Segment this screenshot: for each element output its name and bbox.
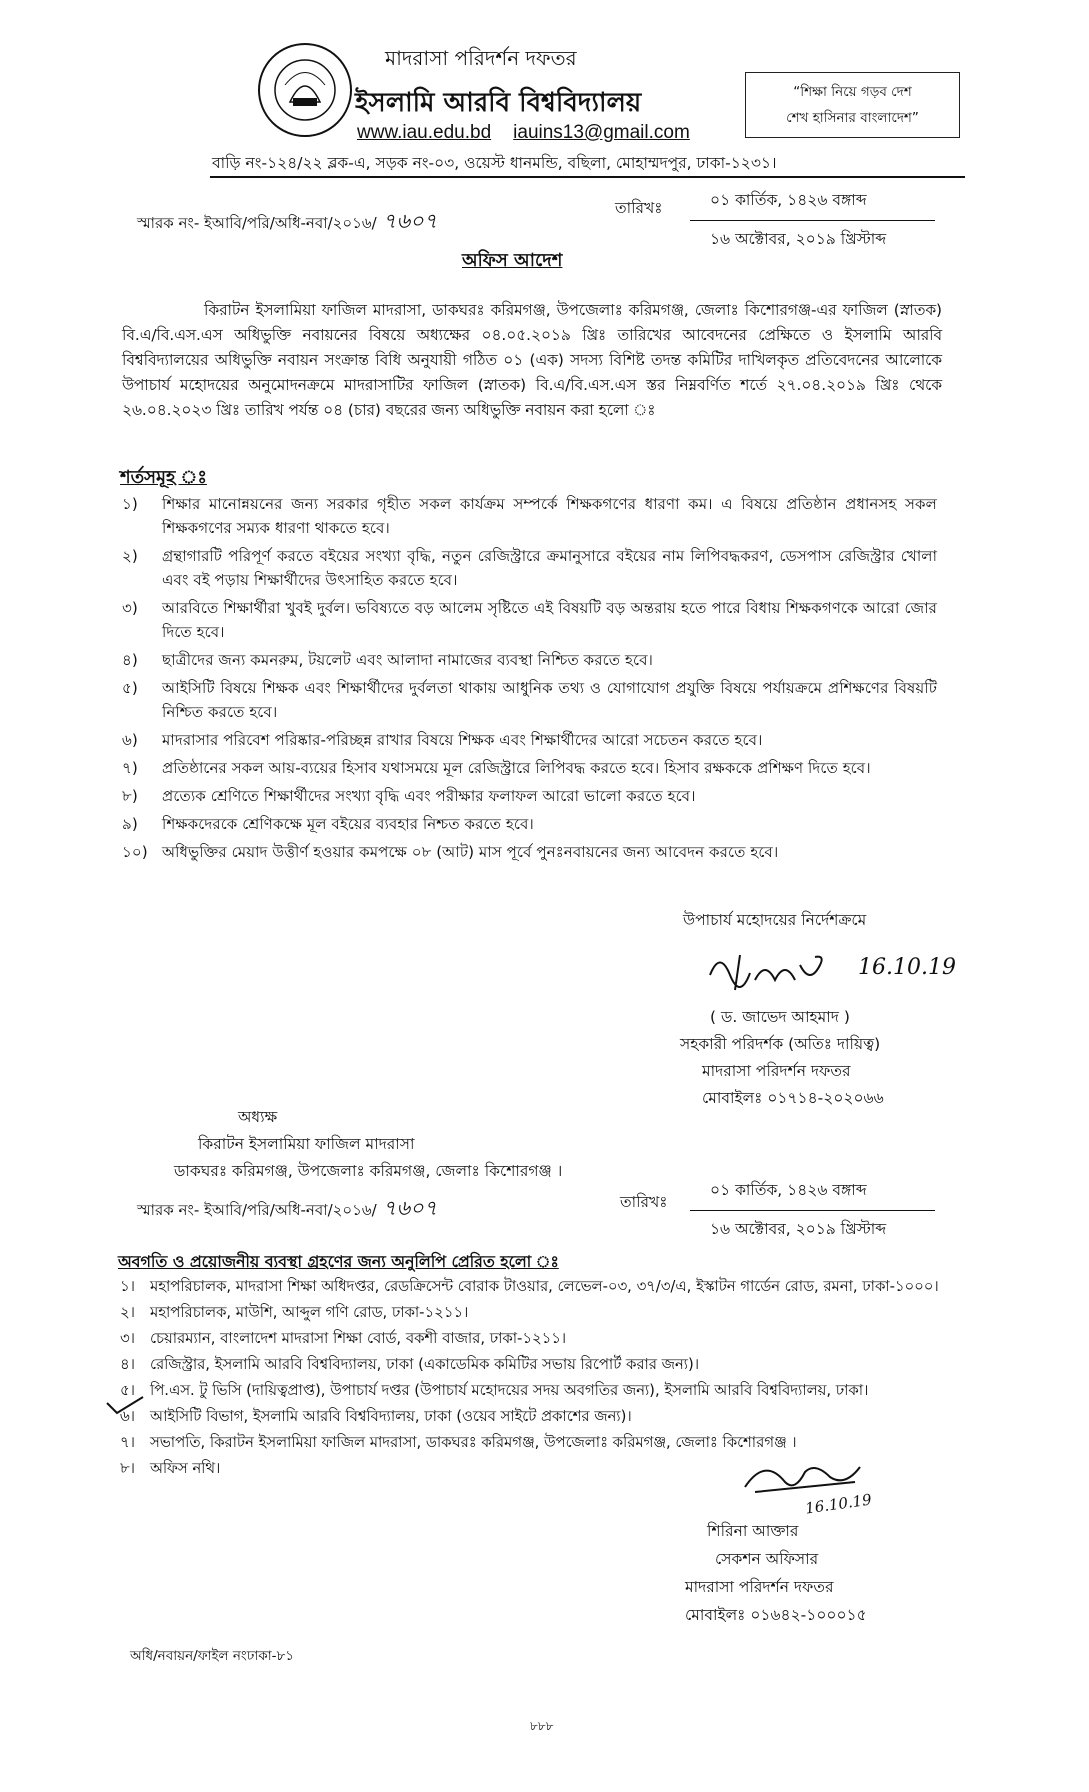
signatory-1-name: ( ড. জাভেদ আহমাদ ): [710, 1008, 850, 1026]
document-title: অফিস আদেশ: [462, 250, 563, 271]
condition-item: ৯) শিক্ষকদেরকে শ্রেণিকক্ষে মূল বইয়ের ব্যবহার নিশ্চত করতে হবে।: [122, 815, 534, 833]
body-paragraph: কিরাটন ইসলামিয়া ফাজিল মাদরাসা, ডাকঘরঃ করিমগঞ্জ, উপজেলাঃ করিমগঞ্জ, জেলাঃ কিশোরগঞ্জ-এর ফাজিল (স্নাতক) বি.এ/বি.এস.এস অধিভুক্তি নবায়নের বিষয়ে অধ্যক্ষের ০৪.০৫.২০১৯ খ্রিঃ তারিখের আবেদনের প্রেক্ষিতে ও ইসলামি আরবি বিশ্ববিদ্যালয়ের অধিভুক্তি নবায়ন সংক্রান্ত বিধি অনুযায়ী গঠিত ০১ (এক) সদস্য বিশিষ্ট তদন্ত কমিটির দাখিলকৃত প্রতিবেদনের আলোকে উপাচার্য মহোদয়ের অনুমোদনক্রমে মাদরাসাটির ফাজিল (স্নাতক) বি.এ/বি.এস.এস স্তর নিম্নবর্ণিত শর্তে ২৭.০৪.২০১৯ খ্রিঃ থেকে ২৬.০৪.২০২৩ খ্রিঃ তারিখ পর্যন্ত ০৪ (চার) বছরের জন্য অধিভুক্তি নবায়ন করা হলো ঃ: [122, 301, 942, 419]
header-divider: [210, 176, 965, 178]
condition-item: ৮) প্রত্যেক শ্রেণিতে শিক্ষার্থীদের সংখ্যা বৃদ্ধি এবং পরীক্ষার ফলাফল আরো ভালো করতে হবে।: [122, 787, 696, 805]
handwritten-tick-icon: [105, 1395, 145, 1415]
slogan-box: [745, 72, 960, 138]
memo2-ref-label: স্মারক নং- ইআবি/পরি/অধি-নবা/২০১৬/: [137, 1201, 377, 1219]
condition-item: ১) শিক্ষার মানোন্নয়নের জন্য সরকার গৃহীত সকল কার্যক্রম সম্পর্কে শিক্ষকগণের ধারণা কম। এ বিষয়ে প্রতিষ্ঠান প্রধানসহ সকল শিক্ষকগণের সম্যক ধারণা থাকতে হবে।: [122, 495, 937, 537]
university-name: ইসলামি আরবি বিশ্ববিদ্যালয়: [355, 88, 642, 118]
memo2-date-bangla: ০১ কার্তিক, ১৪২৬ বঙ্গাব্দ: [710, 1181, 867, 1199]
file-reference: অধি/নবায়ন/ফাইল নংঢাকা-৮১: [130, 1648, 295, 1664]
memo-reference: [137, 205, 437, 240]
copy-item: ১। মহাপরিচালক, মাদরাসা শিক্ষা অধিদপ্তর, রেডক্রিসেন্ট বোরাক টাওয়ার, লেভেল-০৩, ৩৭/৩/এ, ইস্কাটন গার্ডেন রোড, রমনা, ঢাকা-১০০০।: [120, 1278, 939, 1295]
signatory-2-mobile: মোবাইলঃ ০১৬৪২-১০০০১৫: [685, 1606, 867, 1624]
copy-item: ৩। চেয়ারম্যান, বাংলাদেশ মাদরাসা শিক্ষা বোর্ড, বকশী বাজার, ঢাকা-১২১১।: [120, 1330, 567, 1347]
condition-item: ৩) আরবিতে শিক্ষার্থীরা খুবই দুর্বল। ভবিষ্যতে বড় আলেম সৃষ্টিতে এই বিষয়টি বড় অন্তরায় হতে পারে বিধায় শিক্ষকগণকে আরো জোর দিতে হবে।: [122, 599, 937, 641]
signatory-2-block: [685, 1517, 867, 1629]
signatory-2-designation: সেকশন অফিসার: [715, 1550, 819, 1568]
memo-ref-label: স্মারক নং- ইআবি/পরি/অধি-নবা/২০১৬/: [137, 214, 377, 232]
memo-date: [615, 188, 940, 253]
condition-item: ৫) আইসিটি বিষয়ে শিক্ষক এবং শিক্ষার্থীদের দুর্বলতা থাকায় আধুনিক তথ্য ও যোগাযোগ প্রযুক্তি বিষয়ে পর্যায়ক্রমে প্রশিক্ষণের বিষয়টি নিশ্চিত করতে হবে।: [122, 679, 937, 721]
memo-ref-number: ৭৬০৭: [382, 209, 438, 233]
memo2-date-rule: [690, 1210, 935, 1211]
copy-item: ৬। আইসিটি বিভাগ, ইসলামি আরবি বিশ্ববিদ্যালয়, ঢাকা (ওয়েব সাইটে প্রকাশের জন্য)।: [120, 1408, 632, 1425]
department-name: মাদরাসা পরিদর্শন দফতর: [385, 46, 577, 70]
memo2-date: [620, 1178, 940, 1243]
website-link[interactable]: www.iau.edu.bd: [357, 122, 492, 143]
email-link[interactable]: iauins13@gmail.com: [513, 122, 690, 143]
signatory-2-name: শিরিনা আক্তার: [707, 1522, 799, 1540]
signatory-2-office: মাদরাসা পরিদর্শন দফতর: [685, 1578, 834, 1596]
memo2-date-english: ১৬ অক্টোবর, ২০১৯ খ্রিস্টাব্দ: [710, 1220, 887, 1238]
contact-line: [357, 122, 690, 144]
slogan-line2: শেখ হাসিনার বাংলাদেশ”: [786, 110, 919, 126]
memo2-ref-number: ৭৬০৭: [382, 1196, 438, 1220]
date-label: তারিখঃ: [615, 199, 663, 217]
condition-item: ১০) অধিভুক্তির মেয়াদ উত্তীর্ণ হওয়ার কমপক্ষে ০৮ (আট) মাস পূর্বে পুনঃনবায়নের জন্য আবেদন করতে হবে।: [122, 843, 779, 861]
signatory-1-block: [680, 1004, 884, 1112]
signatory-1-office: মাদরাসা পরিদর্শন দফতর: [702, 1062, 851, 1080]
condition-item: ২) গ্রন্থাগারটি পরিপূর্ণ করতে বইয়ের সংখ্যা বৃদ্ধি, নতুন রেজিস্ট্রারে ক্রমানুসারে বইয়ের নাম লিপিবদ্ধকরণ, ডেসপাস রেজিস্ট্রার খোলা এবং বই পড়ায় শিক্ষার্থীদের উৎসাহিত করতে হবে।: [122, 547, 937, 589]
signatory-1-designation: সহকারী পরিদর্শক (অতিঃ দায়িত্ব): [680, 1035, 881, 1053]
addressee-line3: ডাকঘরঃ করিমগঞ্জ, উপজেলাঃ করিমগঞ্জ, জেলাঃ কিশোরগঞ্জ ।: [174, 1162, 563, 1180]
copy-item: ৭। সভাপতি, কিরাটন ইসলামিয়া ফাজিল মাদরাসা, ডাকঘরঃ করিমগঞ্জ, উপজেলাঃ করিমগঞ্জ, জেলাঃ কিশোরগঞ্জ ।: [120, 1434, 797, 1451]
copy-item: ৫। পি.এস. টু ভিসি (দায়িত্বপ্রাপ্ত), উপাচার্য দপ্তর (উপাচার্য মহোদয়ের সদয় অবগতির জন্য), ইসলামি আরবি বিশ্ববিদ্যালয়, ঢাকা।: [120, 1382, 869, 1399]
condition-item: ৪) ছাত্রীদের জন্য কমনরুম, টয়লেট এবং আলাদা নামাজের ব্যবস্থা নিশ্চিত করতে হবে।: [122, 651, 653, 669]
date-rule: [690, 220, 935, 221]
condition-item: ৬) মাদরাসার পরিবেশ পরিষ্কার-পরিচ্ছন্ন রাখার বিষয়ে শিক্ষক এবং শিক্ষার্থীদের আরো সচেতন করতে হবে।: [122, 731, 763, 749]
date-english: ১৬ অক্টোবর, ২০১৯ খ্রিস্টাব্দ: [710, 230, 887, 248]
conditions-title: শর্তসমূহ ঃ: [120, 467, 207, 488]
copies-title: অবগতি ও প্রয়োজনীয় ব্যবস্থা গ্রহণের জন্য অনুলিপি প্রেরিত হলো ঃ: [118, 1252, 559, 1271]
memo2-reference: [137, 1192, 437, 1227]
condition-item: ৭) প্রতিষ্ঠানের সকল আয়-ব্যয়ের হিসাব যথাসময়ে মূল রেজিস্ট্রারে লিপিবদ্ধ করতে হবে। হিসাব রক্ষককে প্রশিক্ষণ দিতে হবে।: [122, 759, 871, 777]
signature-2-date: 16.10.19: [804, 1490, 873, 1518]
slogan-line1: “শিক্ষা নিয়ে গড়ব দেশ: [793, 84, 912, 100]
page-number: ৮৮৮: [530, 1719, 554, 1733]
addressee-line1: অধ্যক্ষ: [238, 1108, 278, 1126]
signature-1-date: 16.10.19: [858, 955, 956, 980]
addressee-line2: কিরাটন ইসলামিয়া ফাজিল মাদরাসা: [198, 1135, 415, 1153]
date-bangla: ০১ কার্তিক, ১৪২৬ বঙ্গাব্দ: [710, 191, 867, 209]
addressee-block: [174, 1104, 563, 1185]
copy-item: ৮। অফিস নথি।: [120, 1460, 221, 1477]
conditions-list: [122, 492, 937, 868]
memo2-date-label: তারিখঃ: [620, 1193, 668, 1211]
copy-item: ২। মহাপরিচালক, মাউশি, আব্দুল গণি রোড, ঢাকা-১২১১।: [120, 1304, 469, 1321]
directive-line: উপাচার্য মহোদয়ের নির্দেশক্রমে: [683, 911, 867, 929]
signatory-1-mobile: মোবাইলঃ ০১৭১৪-২০২০৬৬: [702, 1089, 884, 1107]
university-logo: [255, 40, 355, 140]
copy-item: ৪। রেজিস্ট্রার, ইসলামি আরবি বিশ্ববিদ্যালয়, ঢাকা (একাডেমিক কমিটির সভায় রিপোর্ট করার জন্য)।: [120, 1356, 700, 1373]
office-address: বাড়ি নং-১২৪/২২ ব্লক-এ, সড়ক নং-০৩, ওয়েস্ট ধানমন্ডি, বছিলা, মোহাম্মদপুর, ঢাকা-১২৩১।: [212, 154, 777, 172]
